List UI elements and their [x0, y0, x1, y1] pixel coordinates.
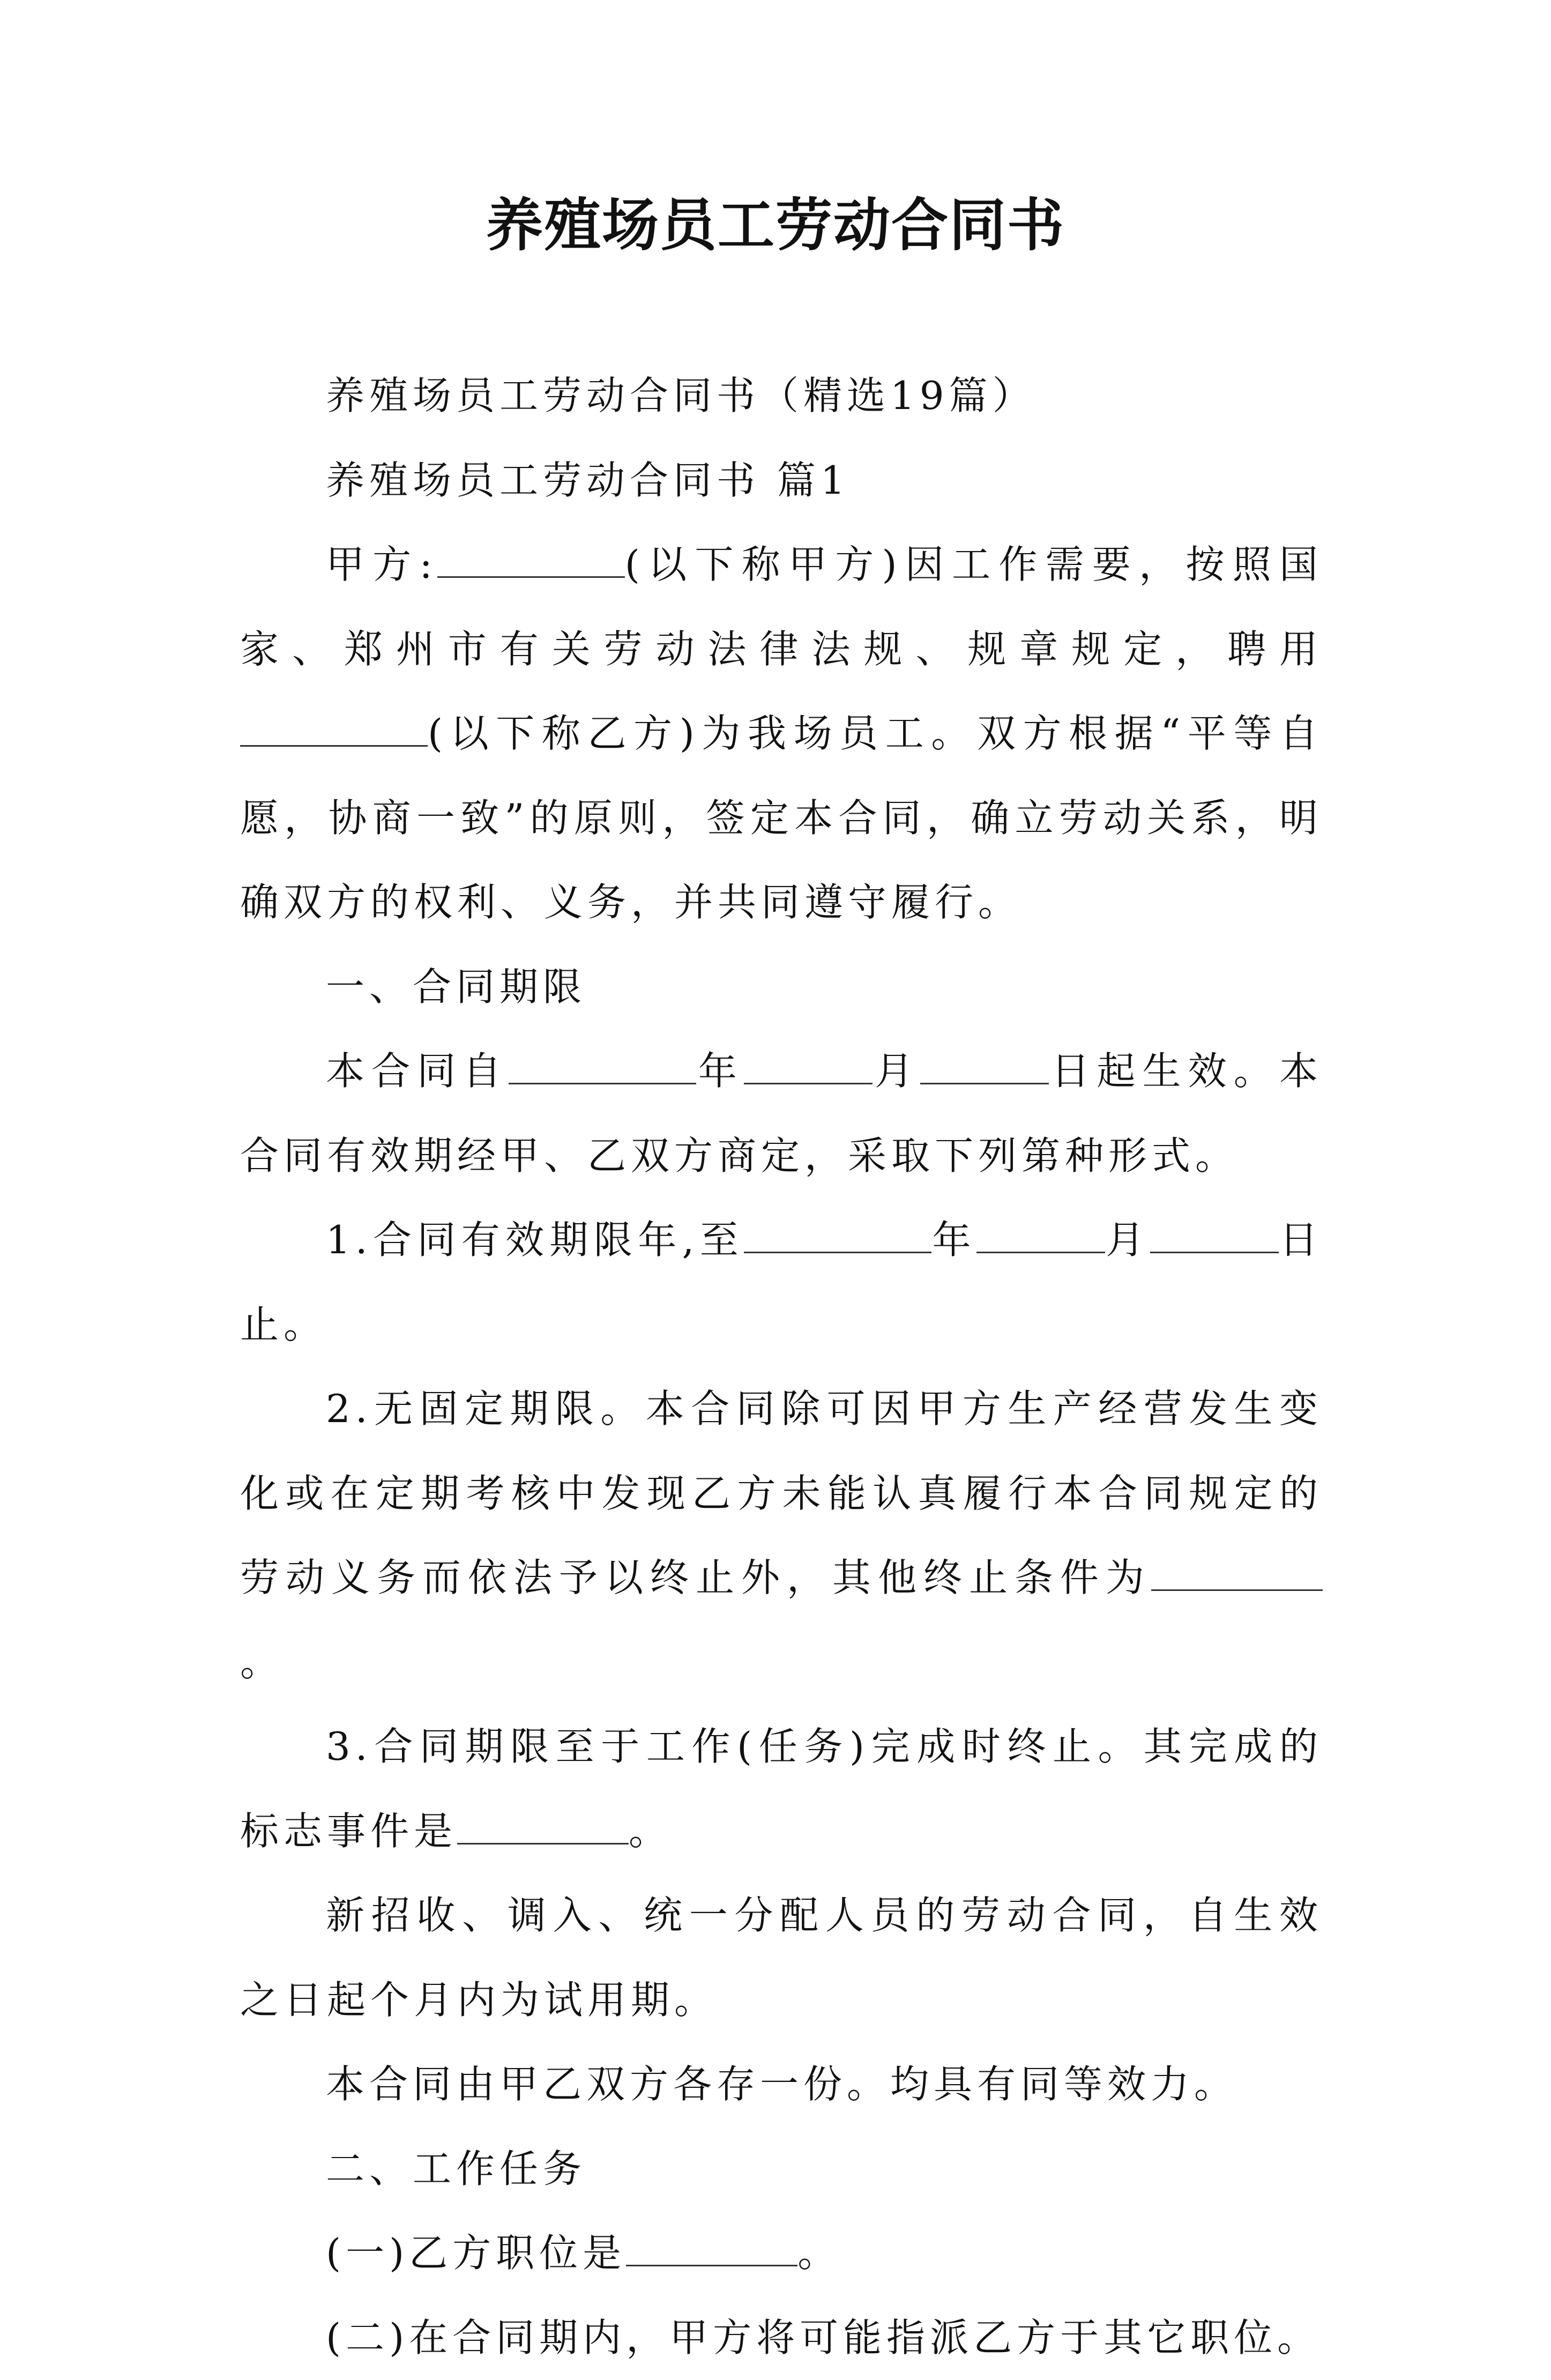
end-day-blank	[1150, 1221, 1279, 1253]
completion-event-blank	[457, 1812, 629, 1844]
task-term-text: 3.合同期限至于工作(任务)完成时终止。其完成的标志事件是	[240, 1724, 1323, 1854]
effective-month-label: 月	[873, 1048, 920, 1094]
effective-text-2: 日起生效。本合同有效期经甲、乙双方商定，采取下列第种形式。	[240, 1048, 1323, 1178]
section-heading: 养殖场员工劳动合同书 篇1	[240, 438, 1323, 523]
effective-year-label: 年	[696, 1048, 744, 1094]
position-text: (一)乙方职位是	[326, 2230, 626, 2275]
effective-day-blank	[920, 1052, 1049, 1084]
paragraph-task-term	[240, 1705, 1323, 1873]
position-blank	[626, 2234, 797, 2266]
end-year-label: 年	[931, 1217, 976, 1262]
paragraph-effective-date	[240, 1029, 1323, 1198]
paragraph-position	[240, 2211, 1323, 2296]
end-month-label: 月	[1105, 1217, 1150, 1262]
termination-condition-blank	[1151, 1558, 1323, 1591]
end-day-label: 日止。	[240, 1217, 1323, 1347]
fixed-term-text: 1.合同有效期限年,至	[326, 1217, 744, 1262]
effective-year-blank	[509, 1052, 696, 1084]
end-month-blank	[976, 1221, 1105, 1253]
position-end: 。	[797, 2230, 841, 2275]
open-term-text: 2.无固定期限。本合同除可因甲方生产经营发生变化或在定期考核中发现乙方未能认真履行本合同规定的劳动义务而依法予以终止外，其他终止条件为	[240, 1386, 1323, 1600]
open-term-end: 。	[240, 1640, 284, 1685]
party-a-text: (以下称甲方)因工作需要，按照国家、郑州市有关劳动法律法规、规章规定，聘用	[240, 542, 1323, 672]
party-a-label: 甲方:	[326, 542, 437, 587]
subtitle-line: 养殖场员工劳动合同书（精选19篇）	[240, 354, 1323, 438]
heading-contract-term: 一、合同期限	[240, 945, 1323, 1030]
effective-text-1: 本合同自	[326, 1048, 509, 1094]
task-term-end: 。	[629, 1809, 672, 1854]
end-year-blank	[744, 1221, 931, 1253]
paragraph-party-intro	[240, 523, 1323, 945]
party-b-text: (以下称乙方)为我场员工。双方根据“平等自愿，协商一致”的原则，签定本合同，确立劳动关系，明确双方的权利、义务，并共同遵守履行。	[240, 711, 1323, 925]
effective-month-blank	[744, 1052, 873, 1084]
party-b-blank	[240, 714, 428, 747]
paragraph-open-term	[240, 1367, 1323, 1705]
heading-work-tasks: 二、工作任务	[240, 2127, 1323, 2212]
document-title: 养殖场员工劳动合同书	[0, 190, 1551, 260]
party-a-blank	[437, 545, 625, 578]
paragraph-reassignment: (二)在合同期内，甲方将可能指派乙方于其它职位。	[240, 2296, 1323, 2380]
paragraph-fixed-term	[240, 1198, 1323, 1367]
document-body	[240, 354, 1323, 2380]
paragraph-probation: 新招收、调入、统一分配人员的劳动合同，自生效之日起个月内为试用期。	[240, 1873, 1323, 2042]
paragraph-copies: 本合同由甲乙双方各存一份。均具有同等效力。	[240, 2042, 1323, 2127]
